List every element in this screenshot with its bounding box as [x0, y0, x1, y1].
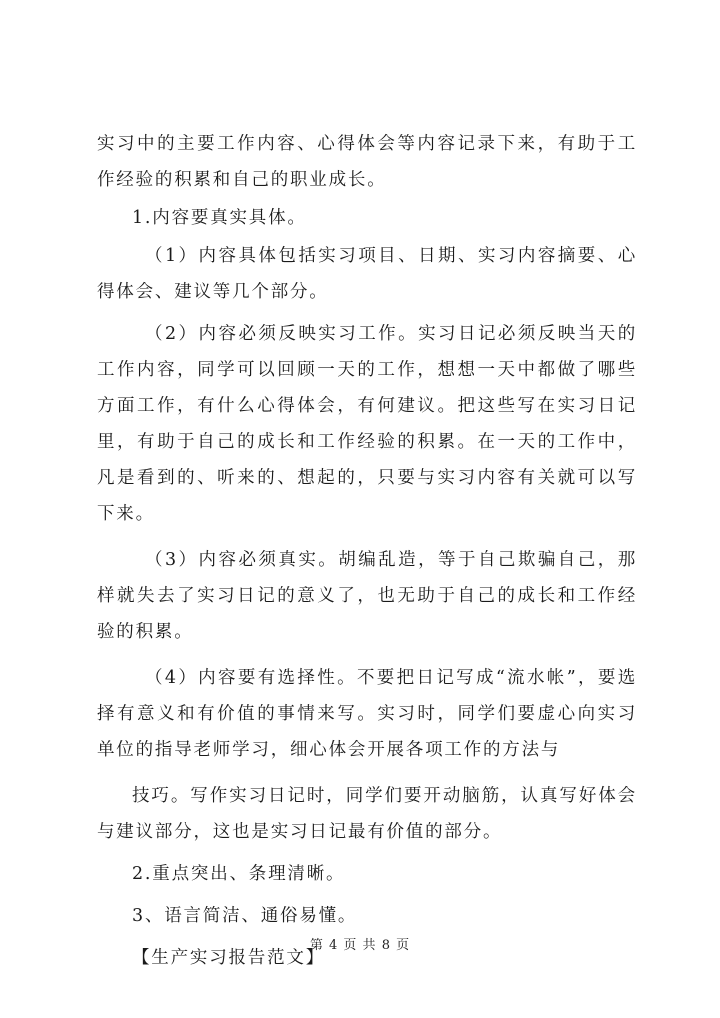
paragraph-point-4-continued: 技巧。写作实习日记时，同学们要开动脑筋，认真写好体会与建议部分，这也是实习日记最有价值的部分。	[97, 786, 637, 842]
paragraph-point-1: （1）内容具体包括实习项目、日期、实习内容摘要、心得体会、建议等几个部分。	[97, 246, 637, 302]
heading-item-1: 1.内容要真实具体。	[132, 208, 307, 228]
document-body	[97, 126, 637, 976]
section-title-sample: 【生产实习报告范文】	[132, 948, 325, 968]
paragraph-point-3: （3）内容必须真实。胡编乱造，等于自己欺骗自己，那样就失去了实习日记的意义了，也无助于自己的成长和工作经验的积累。	[97, 550, 637, 642]
page-number-footer: 第 4 页 共 8 页	[309, 938, 411, 953]
heading-item-3: 3、语言简洁、通俗易懂。	[132, 906, 358, 926]
paragraph-point-2: （2）内容必须反映实习工作。实习日记必须反映当天的工作内容，同学可以回顾一天的工作，想想一天中都做了哪些方面工作，有什么心得体会，有何建议。把这些写在实习日记里，有助于自己的成长和工作经验的积累。在一天的工作中，凡是看到的、听来的、想起的，只要与实习内容有关就可以写下来。	[97, 324, 637, 524]
paragraph-point-4: （4）内容要有选择性。不要把日记写成“流水帐”，要选择有意义和有价值的事情来写。实习时，同学们要虚心向实习单位的指导老师学习，细心体会开展各项工作的方法与	[97, 668, 637, 760]
paragraph-intro: 实习中的主要工作内容、心得体会等内容记录下来，有助于工作经验的积累和自己的职业成长。	[97, 134, 637, 190]
heading-item-2: 2.重点突出、条理清晰。	[132, 864, 346, 884]
